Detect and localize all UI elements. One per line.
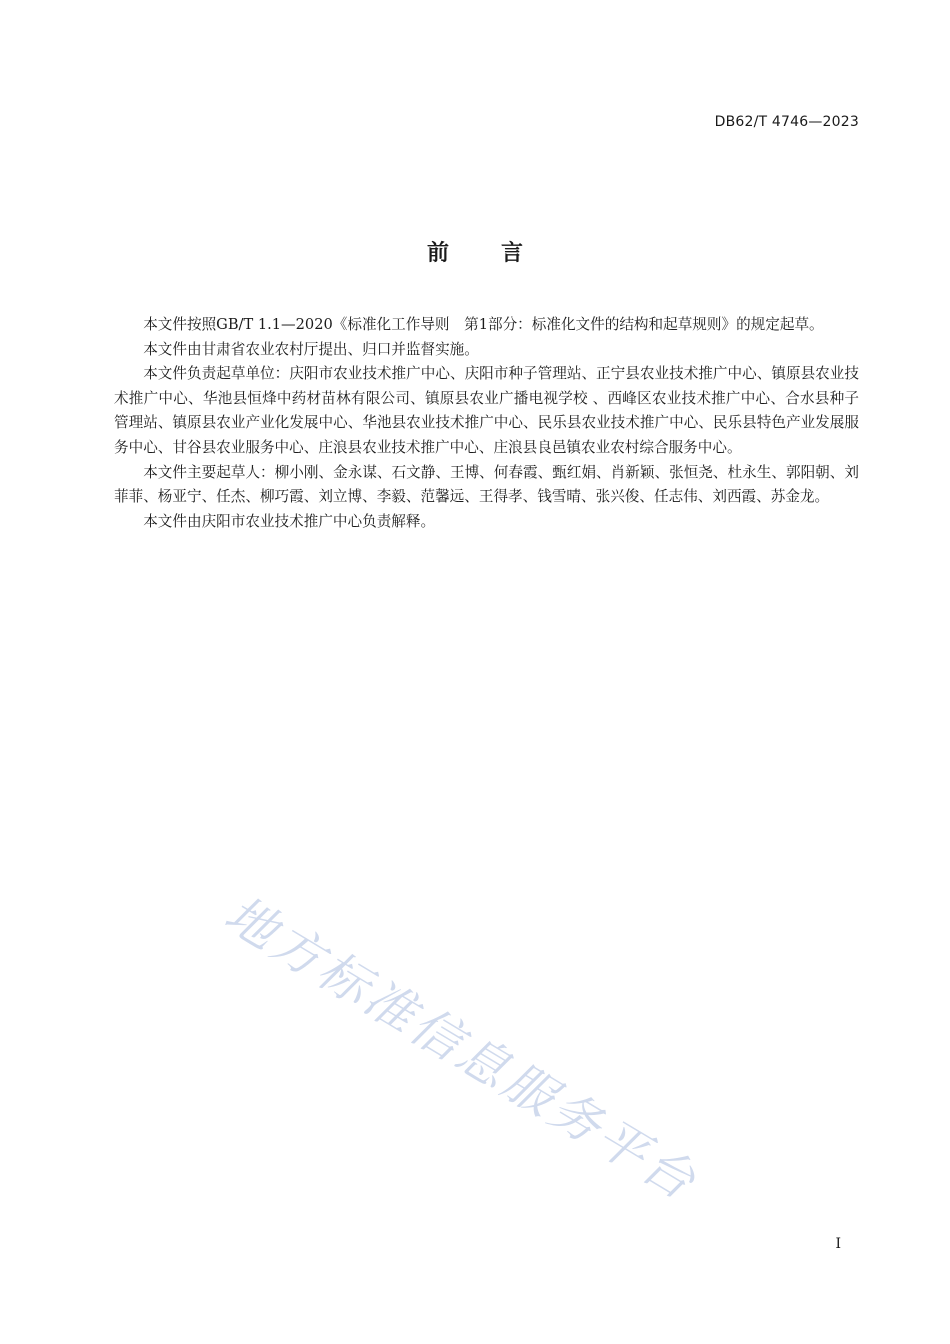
paragraph-interpretation: 本文件由庆阳市农业技术推广中心负责解释。 [143, 512, 436, 530]
watermark: 地方标准信息服务平台 [215, 884, 708, 1213]
paragraph-drafting-units: 本文件负责起草单位：庆阳市农业技术推广中心、庆阳市种子管理站、正宁县农业技术推广中心、镇原县农业技术推广中心、华池县恒烽中药材苗林有限公司、镇原县农业广播电视学校 、西峰区农业技术推广中心、合水县种子管理站、镇原县农业产业化发展中心、华池县农业技术推广中心、民乐县农业技术推广中心、民乐县特色产业发展服务中心、甘谷县农业服务中心、庄浪县农业技术推广中心、庄浪县良邑镇农业农村综合服务中心。 [114, 365, 859, 456]
paragraph-drafters: 本文件主要起草人：柳小刚、金永谋、石文静、王博、何春霞、甄红娟、肖新颖、张恒尧、杜永生、郭阳朝、刘菲菲、杨亚宁、任杰、柳巧霞、刘立博、李毅、范馨远、王得孝、钱雪晴、张兴俊、任志伟、刘西霞、苏金龙。 [114, 463, 859, 506]
foreword-body [114, 313, 859, 534]
title-char-2: 言 [501, 241, 524, 266]
paragraph-proposer: 本文件由甘肃省农业农村厅提出、归口并监督实施。 [143, 340, 479, 358]
paragraph-drafting-basis: 本文件按照GB/T 1.1—2020《标准化工作导则 第1部分：标准化文件的结构和起草规则》的规定起草。 [143, 316, 824, 333]
page-title [0, 236, 950, 267]
title-char-1: 前 [426, 241, 449, 266]
document-code: DB62/T 4746—2023 [714, 114, 859, 130]
page-number: I [835, 1236, 841, 1252]
